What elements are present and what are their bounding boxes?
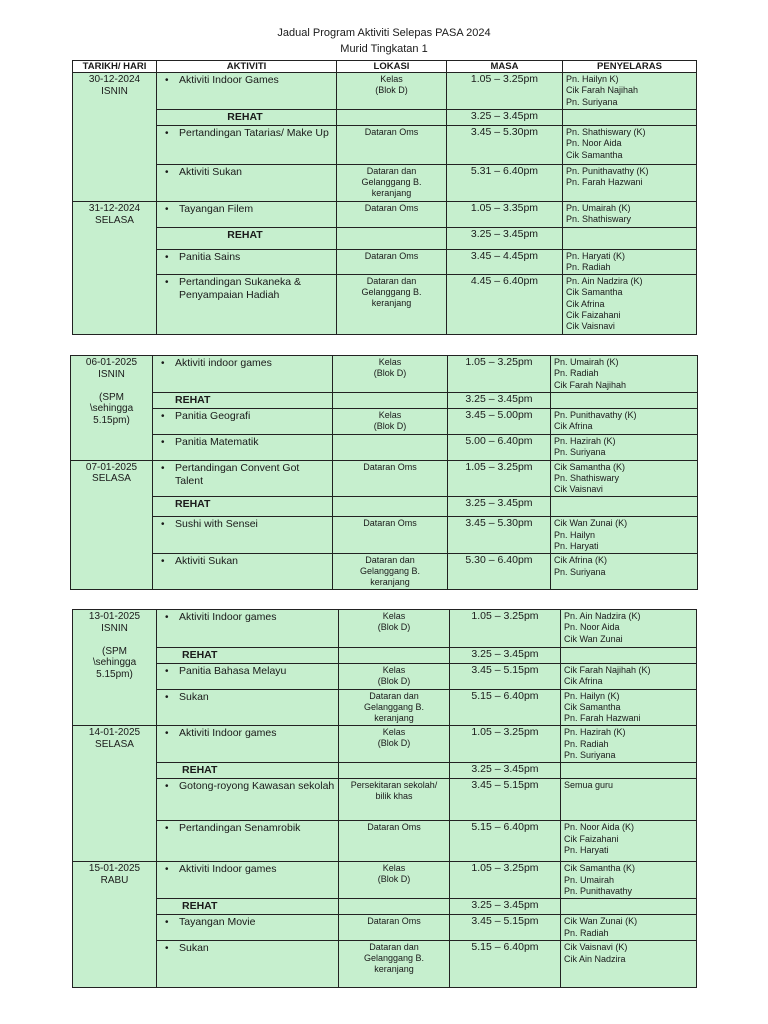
time-cell: 1.05 – 3.35pm [447,202,563,228]
time-cell: 3.45 – 5.30pm [447,126,563,165]
time-cell: 3.45 – 4.45pm [447,249,563,275]
time-cell: 3.45 – 5.00pm [448,409,551,435]
table-row [73,275,697,335]
location-cell: Dataran Oms [339,915,450,941]
location-cell [337,110,447,126]
activity-cell: • Pertandingan Senamrobik [157,821,339,862]
activity-cell: • Aktiviti Indoor games [157,862,339,899]
time-cell: 3.25 – 3.45pm [450,899,561,915]
activity-cell: • Aktiviti indoor games [153,356,333,393]
coordinator-cell: Pn. Hazirah (K) Pn. Radiah Pn. Suriyana [561,726,697,763]
activity-cell: • Tayangan Filem [157,202,337,228]
location-cell: Kelas (Blok D) [333,356,448,393]
date-cell: 15-01-2025 RABU [73,862,157,988]
location-cell: Kelas (Blok D) [339,862,450,899]
time-cell: 3.25 – 3.45pm [450,648,561,664]
date-cell: 14-01-2025 SELASA [73,726,157,862]
time-cell: 1.05 – 3.25pm [447,73,563,110]
time-cell: 5.30 – 6.40pm [448,554,551,590]
table-row [71,434,698,460]
activity-cell: • Panitia Geografi [153,409,333,435]
location-cell [337,227,447,249]
location-cell: Kelas (Blok D) [339,726,450,763]
date-cell: 07-01-2025 SELASA [71,460,153,590]
location-cell: Dataran dan Gelanggang B. keranjang [337,165,447,202]
coordinator-cell: Pn. Noor Aida (K) Cik Faizahani Pn. Haryati [561,821,697,862]
coordinator-cell [561,899,697,915]
table-row [73,821,697,862]
table-row [73,763,697,779]
location-cell: Dataran Oms [333,517,448,554]
location-cell [333,434,448,460]
activity-cell: REHAT [157,899,339,915]
time-cell: 3.25 – 3.45pm [447,110,563,126]
location-cell: Persekitaran sekolah/ bilik khas [339,779,450,821]
coordinator-cell: Pn. Hailyn K) Cik Farah Najihah Pn. Suriyana [563,73,697,110]
coordinator-cell: Pn. Punithavathy (K) Pn. Farah Hazwani [563,165,697,202]
table-row [71,517,698,554]
table-row [73,689,697,726]
coordinator-cell: Cik Vaisnavi (K) Cik Ain Nadzira [561,941,697,988]
table-row [73,165,697,202]
location-cell: Dataran Oms [333,460,448,497]
location-cell: Dataran Oms [337,202,447,228]
table-row [71,497,698,517]
table-row [71,554,698,590]
time-cell: 3.45 – 5.15pm [450,779,561,821]
activity-cell: REHAT [157,648,339,664]
time-cell: 1.05 – 3.25pm [450,726,561,763]
table-row [73,249,697,275]
coordinator-cell: Pn. Ain Nadzira (K) Cik Samantha Cik Afrina Cik Faizahani Cik Vaisnavi [563,275,697,335]
coordinator-cell: Pn. Haryati (K) Pn. Radiah [563,249,697,275]
activity-cell: • Tayangan Movie [157,915,339,941]
activity-cell: • Pertandingan Tatarias/ Make Up [157,126,337,165]
time-cell: 5.31 – 6.40pm [447,165,563,202]
coordinator-cell [563,110,697,126]
location-cell: Dataran Oms [337,126,447,165]
activity-cell: REHAT [157,227,337,249]
activity-cell: • Aktiviti Indoor games [157,610,339,648]
activity-cell: • Sukan [157,941,339,988]
table-row [71,409,698,435]
coordinator-cell: Cik Wan Zunai (K) Pn. Radiah [561,915,697,941]
coordinator-cell: Cik Farah Najihah (K) Cik Afrina [561,664,697,690]
coordinator-cell: Cik Wan Zunai (K) Pn. Hailyn Pn. Haryati [551,517,698,554]
location-cell: Kelas (Blok D) [337,73,447,110]
time-cell: 3.25 – 3.45pm [447,227,563,249]
location-cell: Dataran dan Gelanggang B. keranjang [339,941,450,988]
activity-cell: • Pertandingan Convent Got Talent [153,460,333,497]
location-cell: Kelas (Blok D) [339,664,450,690]
location-cell: Dataran Oms [339,821,450,862]
activity-cell: • Sushi with Sensei [153,517,333,554]
time-cell: 5.15 – 6.40pm [450,821,561,862]
date-cell: 31-12-2024 SELASA [73,202,157,335]
coordinator-cell: Pn. Hailyn (K) Cik Samantha Pn. Farah Hazwani [561,689,697,726]
coordinator-cell: Cik Samantha (K) Pn. Shathiswary Cik Vaisnavi [551,460,698,497]
table-row [73,899,697,915]
header-activity: AKTIVITI [157,61,337,73]
location-cell: Kelas (Blok D) [339,610,450,648]
location-cell: Dataran Oms [337,249,447,275]
coordinator-cell: Cik Samantha (K) Pn. Umairah Pn. Punithavathy [561,862,697,899]
location-cell: Dataran dan Gelanggang B. keranjang [333,554,448,590]
activity-cell: • Pertandingan Sukaneka & Penyampaian Hadiah [157,275,337,335]
activity-cell: • Aktiviti Indoor games [157,726,339,763]
coordinator-cell: Pn. Umairah (K) Pn. Shathiswary [563,202,697,228]
table-row [73,779,697,821]
time-cell: 3.25 – 3.45pm [448,497,551,517]
table-row [73,610,697,648]
header-location: LOKASI [337,61,447,73]
document-title: Jadual Program Aktiviti Selepas PASA 2024 [277,27,491,39]
location-cell: Dataran dan Gelanggang B. keranjang [339,689,450,726]
table-row [71,393,698,409]
activity-cell: REHAT [157,763,339,779]
header-time: MASA [447,61,563,73]
table-row [73,202,697,228]
table-header-row [73,61,697,73]
time-cell: 5.15 – 6.40pm [450,941,561,988]
coordinator-cell: Pn. Ain Nadzira (K) Pn. Noor Aida Cik Wan Zunai [561,610,697,648]
table-row [73,941,697,988]
coordinator-cell [551,497,698,517]
coordinator-cell: Cik Afrina (K) Pn. Suriyana [551,554,698,590]
activity-cell: REHAT [153,393,333,409]
table-row [73,664,697,690]
coordinator-cell: Pn. Punithavathy (K) Cik Afrina [551,409,698,435]
location-cell: Kelas (Blok D) [333,409,448,435]
activity-cell: • Gotong-royong Kawasan sekolah [157,779,339,821]
activity-cell: • Sukan [157,689,339,726]
location-cell [339,763,450,779]
time-cell: 5.15 – 6.40pm [450,689,561,726]
location-cell [339,648,450,664]
header-date: TARIKH/ HARI [73,61,157,73]
coordinator-cell [551,393,698,409]
table-row [73,862,697,899]
activity-cell: • Panitia Matematik [153,434,333,460]
document-subtitle: Murid Tingkatan 1 [340,43,428,55]
coordinator-cell: Pn. Umairah (K) Pn. Radiah Cik Farah Najihah [551,356,698,393]
time-cell: 1.05 – 3.25pm [448,460,551,497]
schedule-table-week2 [70,355,698,590]
activity-cell: • Panitia Bahasa Melayu [157,664,339,690]
activity-cell: REHAT [157,110,337,126]
coordinator-cell [563,227,697,249]
table-row [73,726,697,763]
activity-cell: REHAT [153,497,333,517]
table-row [73,110,697,126]
time-cell: 3.25 – 3.45pm [450,763,561,779]
date-cell: 30-12-2024 ISNIN [73,73,157,202]
date-cell: 13-01-2025 ISNIN (SPM \sehingga 5.15pm) [73,610,157,726]
time-cell: 1.05 – 3.25pm [448,356,551,393]
time-cell: 3.25 – 3.45pm [448,393,551,409]
activity-cell: • Aktiviti Indoor Games [157,73,337,110]
time-cell: 4.45 – 6.40pm [447,275,563,335]
table-row [73,915,697,941]
schedule-table-week1 [72,60,697,335]
activity-cell: • Panitia Sains [157,249,337,275]
table-row [73,648,697,664]
coordinator-cell: Pn. Shathiswary (K) Pn. Noor Aida Cik Samantha [563,126,697,165]
coordinator-cell [561,763,697,779]
time-cell: 5.00 – 6.40pm [448,434,551,460]
date-cell: 06-01-2025 ISNIN (SPM \sehingga 5.15pm) [71,356,153,461]
table-row [71,356,698,393]
location-cell: Dataran dan Gelanggang B. keranjang [337,275,447,335]
time-cell: 3.45 – 5.30pm [448,517,551,554]
table-row [71,460,698,497]
activity-cell: • Aktiviti Sukan [153,554,333,590]
coordinator-cell: Semua guru [561,779,697,821]
time-cell: 3.45 – 5.15pm [450,915,561,941]
coordinator-cell [561,648,697,664]
location-cell [333,393,448,409]
coordinator-cell: Pn. Hazirah (K) Pn. Suriyana [551,434,698,460]
header-coordinator: PENYELARAS [563,61,697,73]
time-cell: 1.05 – 3.25pm [450,610,561,648]
location-cell [339,899,450,915]
time-cell: 3.45 – 5.15pm [450,664,561,690]
location-cell [333,497,448,517]
table-row [73,126,697,165]
table-row [73,227,697,249]
schedule-table-week3 [72,609,697,988]
table-row [73,73,697,110]
activity-cell: • Aktiviti Sukan [157,165,337,202]
time-cell: 1.05 – 3.25pm [450,862,561,899]
